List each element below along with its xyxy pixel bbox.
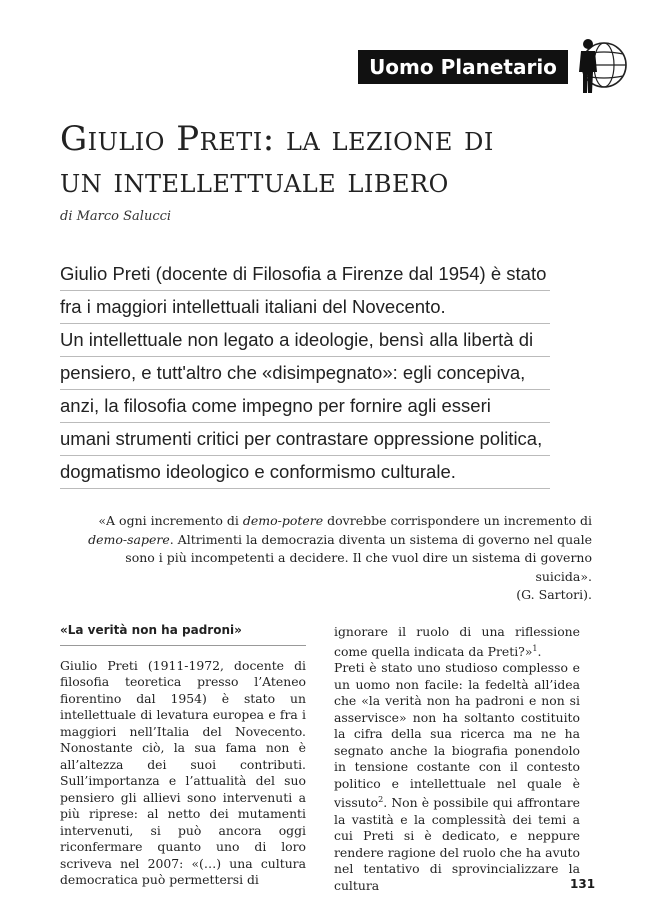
abstract-line: umani strumenti critici per contrastare oppressione politica, xyxy=(60,423,550,456)
abstract-line: Un intellettuale non legato a ideologie, bensì alla libertà di xyxy=(60,324,550,357)
section-tag: Uomo Planetario xyxy=(358,50,568,84)
title-line-1: Giulio Preti: la lezione di xyxy=(60,119,494,159)
epigraph-quote xyxy=(70,512,592,605)
paragraph-text: Preti è stato uno studioso complesso e un uomo non facile: la fedeltà all’idea che «la verità non ha padroni e non si asservisce» non ha soltanto costituito la cifra della sua ricerca ma ne ha segnato anche la biografia ponendolo in tensione costante con il contesto politico e intellettuale nel quale è vissuto xyxy=(334,660,580,811)
paragraph-text: . Non è possibile qui affrontare la vastità e la complessità dei temi a cui Preti si è dedicato, e neppure rendere ragione del ruolo che ha avuto nel tentativo di sprovincializzare la cultura xyxy=(334,795,580,893)
epigraph-emphasis: demo-potere xyxy=(242,513,324,528)
epigraph-text: dovrebbe corrispondere un incremento di xyxy=(323,513,592,528)
body-paragraph xyxy=(334,660,580,894)
abstract-line: anzi, la filosofia come impegno per fornire agli esseri xyxy=(60,390,550,423)
byline: di Marco Salucci xyxy=(60,209,172,224)
abstract-line: pensiero, e tutt'altro che «disimpegnato»: egli concepiva, xyxy=(60,357,550,390)
abstract xyxy=(60,258,550,489)
abstract-line: dogmatismo ideologico e conformismo culturale. xyxy=(60,456,550,489)
title-line-2: un intellettuale libero xyxy=(60,161,449,201)
abstract-line: fra i maggiori intellettuali italiani del Novecento. xyxy=(60,291,550,324)
article-title xyxy=(60,118,620,202)
body-paragraph xyxy=(334,624,580,660)
epigraph-attribution: (G. Sartori). xyxy=(516,587,592,602)
footnote-marker: 1 xyxy=(532,643,538,653)
left-column xyxy=(60,622,306,889)
page-number: 131 xyxy=(570,877,596,891)
section-heading: «La verità non ha padroni» xyxy=(60,622,306,646)
footnote-marker: 2 xyxy=(378,795,384,805)
right-column xyxy=(334,624,580,894)
epigraph-emphasis: demo-sapere xyxy=(88,531,170,547)
epigraph-text: . Altrimenti la democrazia diventa un sistema di governo nel quale sono i più incompetenti a decidere. Il che vuol dire un sistema di governo suicida». xyxy=(125,531,592,584)
body-paragraph: Giulio Preti (1911-1972, docente di filosofia teoretica presso l’Ateneo fiorentino dal 1954) è stato un intellettuale di levatura europea e fra i maggiori nell’Italia del Novecento. Nonostante ciò, la sua fama non è all’altezza dei suoi contributi. Sull’importanza e l’attualità del suo pensiero gli allievi sono intervenuti a più riprese: al netto dei mutamenti intervenuti, si può ancora oggi riconfermare quanto uno di loro scriveva nel 2007: «(…) una cultura democratica può permettersi di xyxy=(60,657,306,887)
abstract-line: Giulio Preti (docente di Filosofia a Firenze dal 1954) è stato xyxy=(60,258,550,291)
man-and-globe-icon xyxy=(566,34,628,96)
paragraph-text: . xyxy=(537,643,542,659)
paragraph-text: ignorare il ruolo di una riflessione come quella indicata da Preti?» xyxy=(334,624,580,659)
epigraph-text: «A ogni incremento di xyxy=(98,513,243,528)
